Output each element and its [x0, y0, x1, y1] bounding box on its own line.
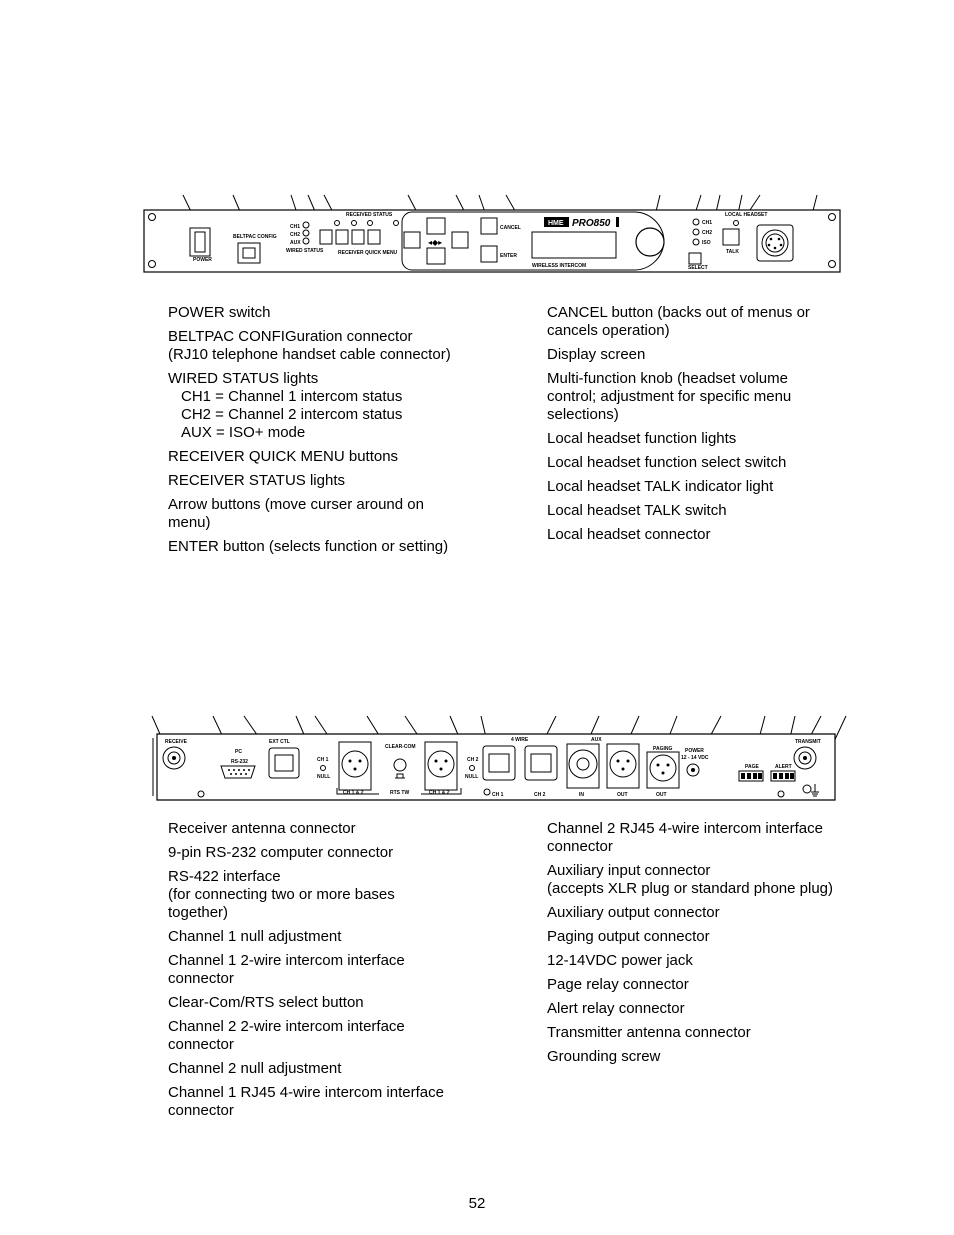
- rear-legend-left: [168, 820, 538, 1126]
- legend-line: Channel 2 null adjustment: [168, 1060, 342, 1077]
- legend-line: control; adjustment for specific menu: [547, 388, 792, 405]
- legend-line: Page relay connector: [547, 976, 689, 993]
- legend-line: Channel 1 2-wire intercom interface: [168, 952, 405, 969]
- legend-item: [168, 1060, 538, 1078]
- legend-item: [168, 328, 538, 364]
- legend-item: [168, 928, 538, 946]
- arrow-up-button: [427, 218, 445, 234]
- legend-item: [168, 952, 538, 988]
- legend-item: [547, 454, 877, 472]
- legend-line: RS-422 interface: [168, 868, 281, 885]
- legend-line: connector: [547, 838, 613, 855]
- arrow-right-button: [452, 232, 468, 248]
- legend-line: together): [168, 904, 229, 921]
- legend-item: [168, 370, 538, 442]
- legend-item: [168, 1018, 538, 1054]
- legend-line: connector: [168, 1102, 234, 1119]
- legend-line: Arrow buttons (move curser around on: [168, 496, 424, 513]
- legend-item: [547, 1048, 877, 1066]
- paging-label: PAGING: [653, 746, 673, 752]
- legend-item: [168, 448, 538, 466]
- page-label: PAGE: [745, 764, 759, 770]
- ch2-null-label: CH 2: [467, 757, 479, 763]
- aux-output-connector: [610, 751, 636, 777]
- xlr-socket-icon: [766, 234, 784, 252]
- legend-line: connector: [168, 970, 234, 987]
- rear-panel-diagram: [145, 712, 855, 804]
- wired-status-label: WIRED STATUS: [286, 248, 324, 254]
- legend-item: [547, 820, 877, 856]
- rs232-connector: [221, 766, 255, 778]
- cancel-button: [481, 218, 497, 234]
- legend-item: [547, 526, 877, 544]
- receive-label: RECEIVE: [165, 739, 187, 745]
- logo-bar: [616, 217, 619, 227]
- ext-ctl-label: EXT CTL: [269, 739, 290, 745]
- legend-line: Auxiliary output connector: [547, 904, 720, 921]
- received-status-light: [368, 221, 373, 226]
- legend-item: [547, 478, 877, 496]
- brand-label: HME: [548, 220, 564, 227]
- ch2-4wire-label: CH 2: [534, 792, 546, 798]
- legend-line: 12-14VDC power jack: [547, 952, 693, 969]
- received-status-light: [335, 221, 340, 226]
- paging-out-label: OUT: [656, 792, 667, 798]
- legend-item: [168, 472, 538, 490]
- arrow-down-button: [427, 248, 445, 264]
- ch2-null-adjustment: [470, 766, 475, 771]
- legend-line: POWER switch: [168, 304, 271, 321]
- local-ch2-light: [693, 229, 699, 235]
- front-legend-left: [168, 304, 538, 562]
- alert-label: ALERT: [775, 764, 792, 770]
- quick-menu-button-4: [368, 230, 380, 244]
- legend-item: [168, 538, 538, 556]
- wired-ch1-light: [303, 222, 309, 228]
- rts-tw-label: RTS TW: [390, 790, 410, 796]
- legend-item: [547, 304, 877, 340]
- rj45-port-icon: [275, 755, 293, 771]
- quick-menu-button-2: [336, 230, 348, 244]
- legend-item: [547, 430, 877, 448]
- wireless-intercom-label: WIRELESS INTERCOM: [532, 263, 587, 269]
- legend-item: [547, 928, 877, 946]
- legend-item: [547, 1000, 877, 1018]
- legend-item: [168, 868, 538, 922]
- rs232-label: RS-232: [231, 759, 248, 765]
- ch2-2wire-connector: [428, 751, 454, 777]
- legend-item: [547, 862, 877, 898]
- legend-item: [547, 904, 877, 922]
- legend-line: Transmitter antenna connector: [547, 1024, 751, 1041]
- quick-menu-button-3: [352, 230, 364, 244]
- bnc-pin-icon: [803, 756, 807, 760]
- legend-line: Channel 2 RJ45 4-wire intercom interface: [547, 820, 823, 837]
- wired-ch1-label: CH1: [290, 224, 301, 230]
- legend-item: [168, 496, 538, 532]
- clear-com-label: CLEAR-COM: [385, 744, 416, 750]
- model-label: PRO850: [572, 218, 611, 229]
- legend-item: [547, 952, 877, 970]
- display-screen: [532, 232, 616, 258]
- ch2-null-text: NULL: [465, 774, 479, 780]
- legend-line: Multi-function knob (headset volume: [547, 370, 788, 387]
- legend-line: connector: [168, 1036, 234, 1053]
- legend-line: cancels operation): [547, 322, 670, 339]
- legend-line: Grounding screw: [547, 1048, 661, 1065]
- wired-aux-light: [303, 238, 309, 244]
- legend-line: Local headset function lights: [547, 430, 737, 447]
- legend-item: [168, 820, 538, 838]
- wired-ch2-label: CH2: [290, 232, 301, 238]
- legend-line: Channel 1 null adjustment: [168, 928, 342, 945]
- legend-line: Display screen: [547, 346, 646, 363]
- legend-line: Local headset connector: [547, 526, 711, 543]
- legend-line: AUX = ISO+ mode: [181, 424, 306, 441]
- enter-button: [481, 246, 497, 262]
- talk-label: TALK: [726, 249, 739, 255]
- wired-ch2-light: [303, 230, 309, 236]
- legend-item: [168, 1084, 538, 1120]
- legend-item: [168, 844, 538, 862]
- talk-indicator-light: [734, 221, 739, 226]
- ch1-null-adjustment: [321, 766, 326, 771]
- legend-line: Channel 1 RJ45 4-wire intercom interface: [168, 1084, 444, 1101]
- legend-line: (for connecting two or more bases: [168, 886, 395, 903]
- ch1-null-label: CH 1: [317, 757, 329, 763]
- pc-label: PC: [235, 749, 242, 755]
- legend-line: CH1 = Channel 1 intercom status: [181, 388, 403, 405]
- legend-line: ENTER button (selects function or setting): [168, 538, 449, 555]
- front-panel-drawing: [140, 190, 850, 275]
- legend-line: Channel 2 2-wire intercom interface: [168, 1018, 405, 1035]
- enter-label: ENTER: [500, 253, 517, 259]
- local-ch1-light: [693, 219, 699, 225]
- talk-switch: [723, 229, 739, 245]
- received-status-light: [394, 221, 399, 226]
- aux-out-label: OUT: [617, 792, 628, 798]
- legend-line: Local headset TALK switch: [547, 502, 727, 519]
- select-label: SELECT: [688, 265, 708, 271]
- power-label: POWER: [685, 748, 704, 754]
- power-label: POWER: [193, 257, 212, 263]
- rj45-port-icon: [531, 754, 551, 772]
- legend-item: [547, 502, 877, 520]
- legend-line: Local headset function select switch: [547, 454, 787, 471]
- arrows-icon: ◂◆▸: [428, 238, 443, 247]
- ch1-null-text: NULL: [317, 774, 331, 780]
- aux-label: AUX: [591, 737, 602, 743]
- multi-function-knob: [636, 228, 664, 256]
- receiver-quick-menu-label: RECEIVER QUICK MENU: [338, 250, 398, 256]
- legend-item: [547, 976, 877, 994]
- legend-line: RECEIVER STATUS lights: [168, 472, 345, 489]
- rear-legend-right: [547, 820, 877, 1072]
- received-status-label: RECEIVED STATUS: [346, 212, 393, 218]
- wired-aux-label: AUX: [290, 240, 301, 246]
- local-ch1-label: CH1: [702, 220, 713, 226]
- beltpac-config-label: BELTPAC CONFIG: [233, 234, 277, 240]
- phone-jack-icon: [577, 758, 589, 770]
- rj10-port-icon: [243, 248, 255, 258]
- legend-line: WIRED STATUS lights: [168, 370, 319, 387]
- legend-item: [547, 370, 877, 424]
- four-wire-label: 4 WIRE: [511, 737, 529, 743]
- received-status-light: [352, 221, 357, 226]
- power-jack-pin-icon: [691, 768, 695, 772]
- legend-line: RECEIVER QUICK MENU buttons: [168, 448, 399, 465]
- front-legend-right: [547, 304, 877, 550]
- legend-line: Clear-Com/RTS select button: [168, 994, 364, 1011]
- legend-item: [547, 1024, 877, 1042]
- legend-line: Local headset TALK indicator light: [547, 478, 774, 495]
- rj45-port-icon: [489, 754, 509, 772]
- local-iso-light: [693, 239, 699, 245]
- legend-item: [168, 994, 538, 1012]
- paging-output-connector: [650, 755, 676, 781]
- cancel-label: CANCEL: [500, 225, 521, 231]
- legend-line: Paging output connector: [547, 928, 710, 945]
- legend-line: Alert relay connector: [547, 1000, 685, 1017]
- power-vdc-label: 12 - 14 VDC: [681, 755, 709, 761]
- front-panel-diagram: [140, 190, 850, 275]
- legend-line: Auxiliary input connector: [547, 862, 711, 879]
- arrow-left-button: [404, 232, 420, 248]
- legend-line: (RJ10 telephone handset cable connector): [168, 346, 451, 363]
- ch1-2-label-a: CH 1 & 2: [343, 790, 364, 796]
- aux-in-label: IN: [579, 792, 584, 798]
- ch1-2-label-b: CH 1 & 2: [429, 790, 450, 796]
- transmit-label: TRANSMIT: [795, 739, 821, 745]
- power-switch-rocker: [195, 232, 205, 252]
- legend-line: selections): [547, 406, 619, 423]
- legend-line: 9-pin RS-232 computer connector: [168, 844, 394, 861]
- legend-line: CANCEL button (backs out of menus or: [547, 304, 810, 321]
- legend-line: BELTPAC CONFIGuration connector: [168, 328, 413, 345]
- legend-line: menu): [168, 514, 211, 531]
- page-number: 52: [468, 1195, 486, 1212]
- bnc-pin-icon: [172, 756, 176, 760]
- grounding-screw: [803, 785, 811, 793]
- legend-item: [168, 304, 538, 322]
- quick-menu-button-1: [320, 230, 332, 244]
- local-iso-label: ISO: [702, 240, 711, 246]
- rear-panel-drawing: [145, 712, 855, 804]
- local-ch2-label: CH2: [702, 230, 713, 236]
- clear-com-rts-select-button: [394, 759, 406, 771]
- local-select-switch: [689, 253, 701, 264]
- legend-item: [547, 346, 877, 364]
- local-headset-label: LOCAL HEADSET: [725, 212, 768, 218]
- ch1-4wire-label: CH 1: [492, 792, 504, 798]
- legend-line: Receiver antenna connector: [168, 820, 356, 837]
- ch1-2wire-connector: [342, 751, 368, 777]
- legend-line: (accepts XLR plug or standard phone plug): [547, 880, 834, 897]
- legend-line: CH2 = Channel 2 intercom status: [181, 406, 403, 423]
